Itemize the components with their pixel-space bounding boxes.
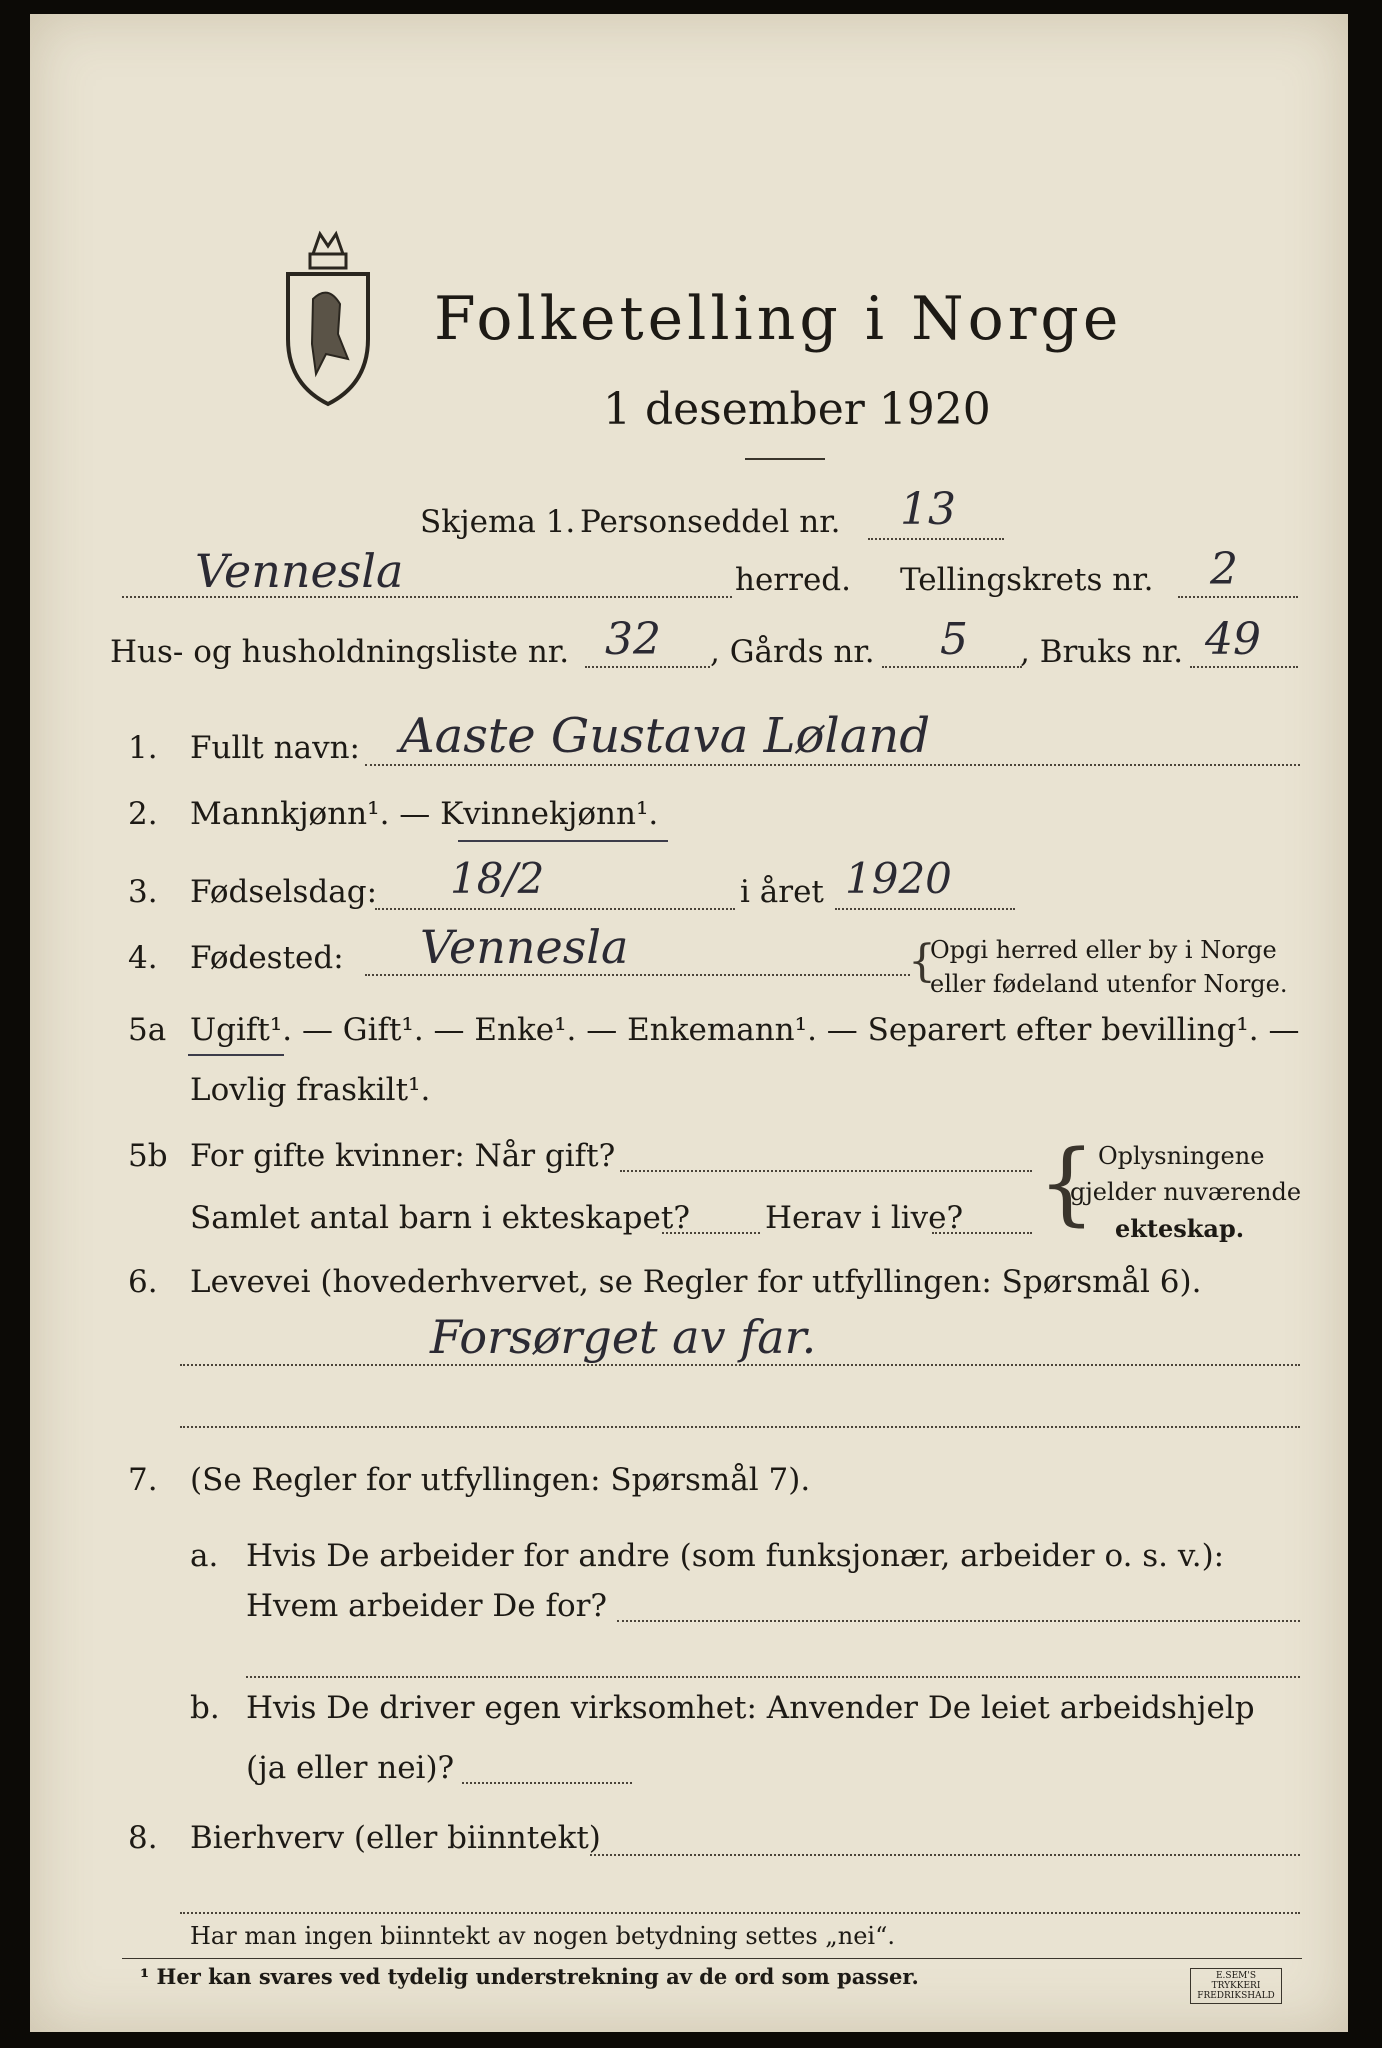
tellingskrets-line [1178,596,1298,598]
q5b-note-1: Oplysningene [1098,1142,1265,1170]
coat-of-arms-icon [268,214,388,414]
occupation-value: Forsørget av far. [430,1310,817,1364]
q7b-letter: b. [190,1690,220,1726]
birth-year-line [835,908,1015,910]
hus-label: Hus- og husholdningsliste nr. [110,634,570,670]
q5b-note-3: ekteskap. [1115,1214,1245,1243]
hus-line [585,666,710,668]
children-total-line [662,1232,760,1234]
birth-year-value: 1920 [845,854,952,903]
herred-value: Vennesla [195,544,404,598]
hired-help-label: (ja eller nei)? [246,1750,455,1786]
q1-label: Fullt navn: [190,730,360,766]
birthday-value: 18/2 [450,854,545,903]
personseddel-label: Personseddel nr. [580,504,841,540]
q7-number: 7. [128,1462,158,1498]
employer-line-1 [617,1620,1300,1622]
census-form [30,14,1348,2032]
personseddel-value: 13 [900,484,956,535]
tellingskrets-label: Tellingskrets nr. [900,562,1154,598]
q4-note-1: Opgi herred eller by i Norge [930,936,1277,964]
gards-label: , Gårds nr. [710,634,875,670]
q4-note-2: eller fødeland utenfor Norge. [930,970,1288,998]
birthday-line [375,908,735,910]
printer-mark: E.SEM'S TRYKKERI FREDRIKSHALD [1190,1968,1282,2004]
q5b-note-2: gjelder nuværende [1070,1178,1302,1206]
birthplace-line [365,974,910,976]
q5b-brace: { [1038,1131,1096,1236]
q4-brace: { [908,936,936,987]
q6-label: Levevei (hovederhvervet, se Regler for utfyllingen: Spørsmål 6). [190,1264,1202,1300]
side-income-line-2 [180,1912,1300,1914]
birth-year-label: i året [740,874,824,910]
q8-label: Bierhverv (eller biinntekt) [190,1820,601,1856]
gards-value: 5 [940,614,968,665]
married-when-label: For gifte kvinner: Når gift? [190,1138,616,1174]
herred-label: herred. [735,562,851,598]
marital-underline [188,1054,284,1056]
footnote-divider [122,1958,1302,1959]
census-date: 1 desember 1920 [603,384,991,435]
tellingskrets-value: 2 [1210,544,1238,595]
marital-status-options: Ugift¹. — Gift¹. — Enke¹. — Enkemann¹. — Separert efter bevilling¹. — [190,1012,1300,1048]
children-alive-label: Herav i live? [765,1200,964,1236]
bruks-label: , Bruks nr. [1020,634,1184,670]
nei-instruction: Har man ingen biinntekt av nogen betydning settes „nei“. [190,1922,895,1950]
q3-label: Fødselsdag: [190,874,378,910]
hus-value: 32 [605,614,661,665]
q5a-number: 5a [128,1012,167,1048]
q7-label: (Se Regler for utfyllingen: Spørsmål 7). [190,1462,811,1498]
q3-number: 3. [128,874,158,910]
occupation-line-2 [180,1426,1300,1428]
q1-number: 1. [128,730,158,766]
q7a-letter: a. [190,1538,219,1574]
q4-label: Fødested: [190,940,344,976]
sex-underline [458,840,668,842]
skjema-label: Skjema 1. [420,504,576,540]
q1-line [365,764,1300,766]
sex-options: Mannkjønn¹. — Kvinnekjønn¹. [190,796,659,832]
married-when-line [620,1170,1032,1172]
occupation-line-1 [180,1364,1300,1366]
full-name-value: Aaste Gustava Løland [400,708,931,764]
personseddel-line [868,538,1004,540]
q5b-number: 5b [128,1138,168,1174]
children-alive-line [932,1232,1032,1234]
bruks-value: 49 [1205,614,1261,665]
children-total-label: Samlet antal barn i ekteskapet? [190,1200,690,1236]
gards-line [882,666,1022,668]
form-title: Folketelling i Norge [434,284,1123,354]
employer-label: Hvem arbeider De for? [246,1588,608,1624]
footnote: ¹ Her kan svares ved tydelig understrekning av de ord som passer. [140,1964,919,1989]
hired-help-line [462,1782,632,1784]
marital-status-options-2: Lovlig fraskilt¹. [190,1072,431,1108]
title-divider [745,458,825,460]
q4-number: 4. [128,940,158,976]
q7a-line-1: Hvis De arbeider for andre (som funksjonær, arbeider o. s. v.): [246,1538,1225,1574]
side-income-line-1 [590,1854,1300,1856]
q2-number: 2. [128,796,158,832]
q6-number: 6. [128,1264,158,1300]
bruks-line [1190,666,1298,668]
q7b-line-1: Hvis De driver egen virksomhet: Anvender De leiet arbeidshjelp [246,1690,1255,1726]
employer-line-2 [246,1676,1300,1678]
q8-number: 8. [128,1820,158,1856]
birthplace-value: Vennesla [420,920,629,974]
